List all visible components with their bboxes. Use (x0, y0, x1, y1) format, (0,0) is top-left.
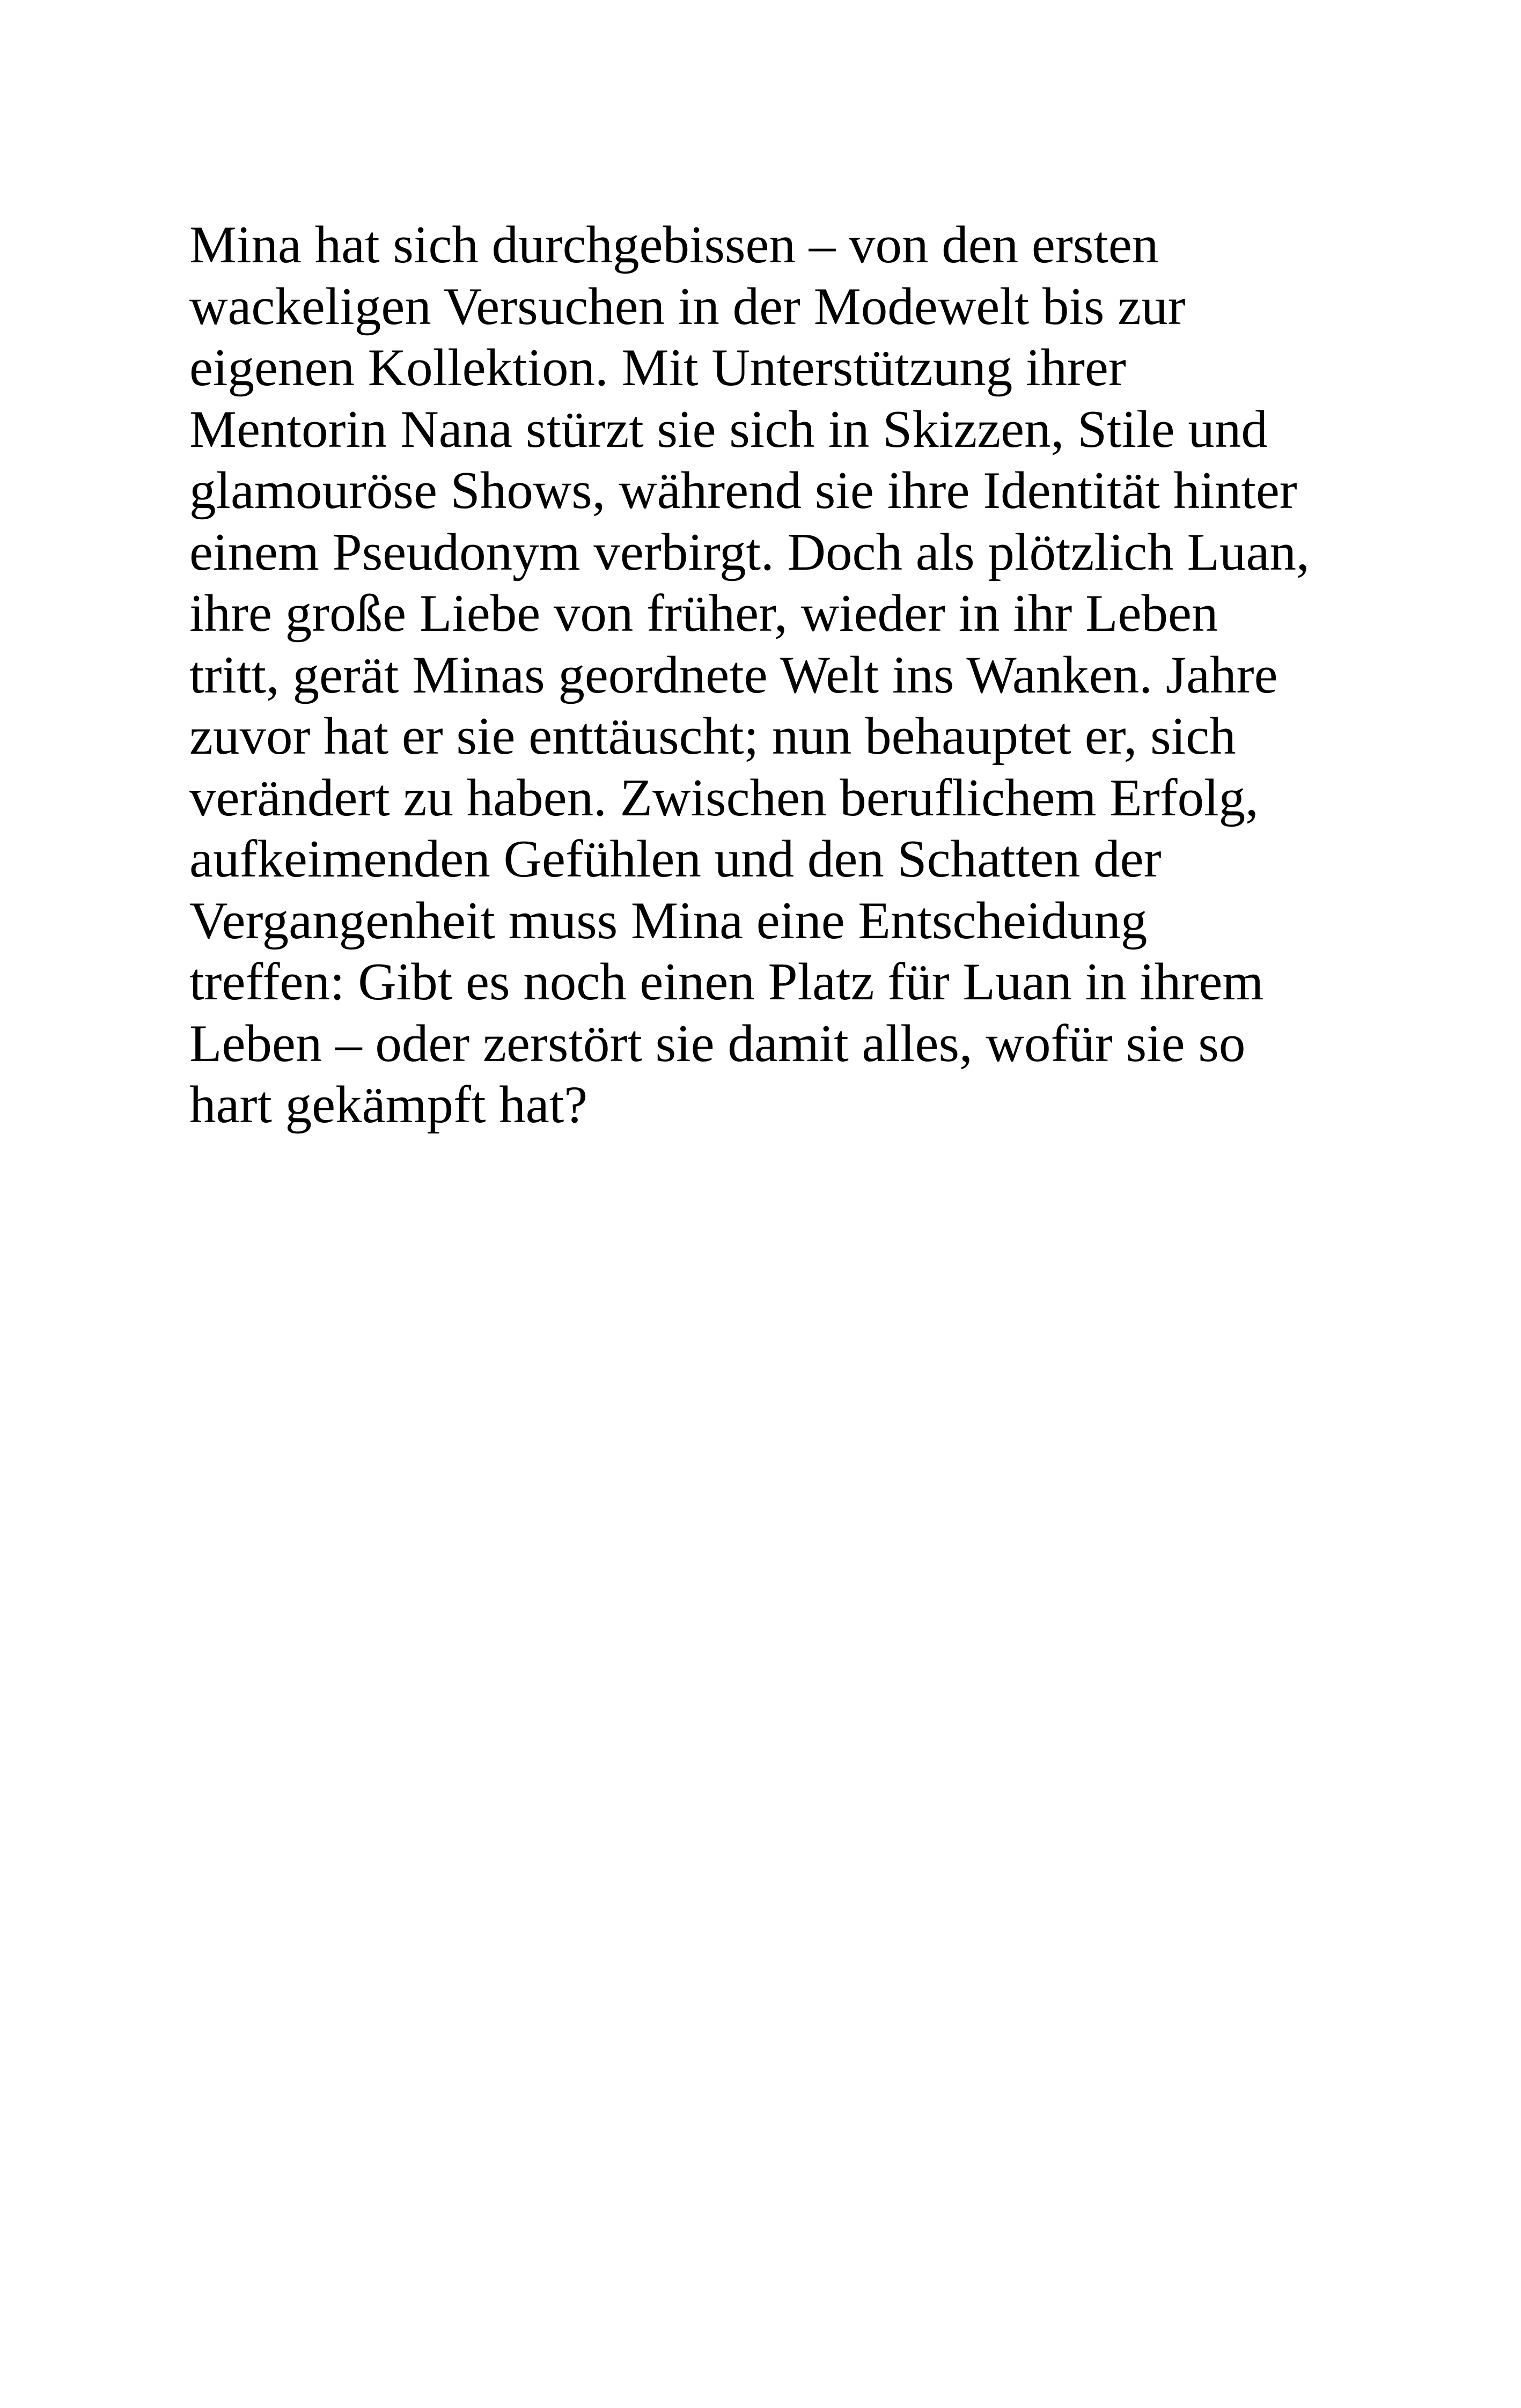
blurb-line: hart gekämpft hat? (189, 1076, 588, 1134)
blurb-line: glamouröse Shows, während sie ihre Identität hinter (189, 461, 1297, 520)
blurb-line: zuvor hat er sie enttäuscht; nun behauptet er, sich (189, 707, 1236, 765)
blurb-line: aufkeimenden Gefühlen und den Schatten der (189, 830, 1162, 888)
blurb-line: ihre große Liebe von früher, wieder in ihr Leben (189, 584, 1218, 643)
blurb-line: Vergangenheit muss Mina eine Entscheidung (189, 891, 1148, 950)
blurb-line: Mentorin Nana stürzt sie sich in Skizzen, Stile und (189, 400, 1268, 459)
blurb-line: Mina hat sich durchgebissen – von den ersten (189, 216, 1159, 274)
blurb-line: wackeligen Versuchen in der Modewelt bis zur (189, 277, 1186, 336)
blurb-line: verändert zu haben. Zwischen beruflichem Erfolg, (189, 768, 1259, 827)
blurb-paragraph (189, 215, 1370, 1136)
blurb-line: treffen: Gibt es noch einen Platz für Luan in ihrem (189, 953, 1264, 1011)
blurb-line: einem Pseudonym verbirgt. Doch als plötzlich Luan, (189, 522, 1310, 581)
blurb-line: Leben – oder zerstört sie damit alles, wofür sie so (189, 1014, 1246, 1073)
blurb-line: tritt, gerät Minas geordnete Welt ins Wanken. Jahre (189, 645, 1278, 704)
blurb-line: eigenen Kollektion. Mit Unterstützung ihrer (189, 338, 1126, 397)
